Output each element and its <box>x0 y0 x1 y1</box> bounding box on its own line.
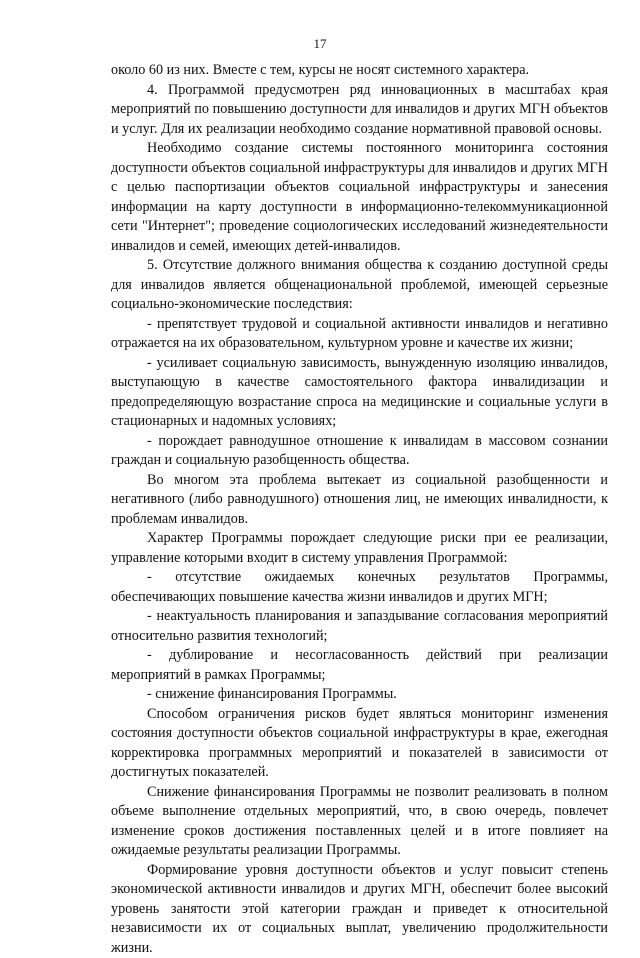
paragraph: 4. Программой предусмотрен ряд инновационных в масштабах края мероприятий по повышению доступности для инвалидов и других МГН объектов и услуг. Для их реализации необходимо создание нормативной правовой основы. <box>111 81 608 140</box>
paragraph: Способом ограничения рисков будет являться мониторинг изменения состояния доступности объектов социальной инфраструктуры в крае, ежегодная корректировка программных мероприятий и показателей в зависимости от достигнутых показателей. <box>111 705 608 783</box>
paragraph: около 60 из них. Вместе с тем, курсы не носят системного характера. <box>111 61 608 81</box>
paragraph: Необходимо создание системы постоянного мониторинга состояния доступности объектов социальной инфраструктуры для инвалидов и других МГН с целью паспортизации объектов социальной инфраструктуры и занесения информации на карту доступности в информационно-телекоммуникационной сети "Интернет"; проведение социологических исследований жизнедеятельности инвалидов и семей, имеющих детей-инвалидов. <box>111 139 608 256</box>
paragraph: Во многом эта проблема вытекает из социальной разобщенности и негативного (либо равнодушного) отношения лиц, не имеющих инвалидности, к проблемам инвалидов. <box>111 471 608 530</box>
paragraph: Формирование уровня доступности объектов и услуг повысит степень экономической активности инвалидов и других МГН, обеспечит более высокий уровень занятости этой категории граждан и приведет к относительной независимости их от социальных выплат, увеличению продолжительности жизни. <box>111 861 608 958</box>
page-number: 17 <box>0 36 640 52</box>
list-item: - препятствует трудовой и социальной активности инвалидов и негативно отражается на их образовательном, культурном уровне и качестве их жизни; <box>111 315 608 354</box>
list-item: - усиливает социальную зависимость, вынужденную изоляцию инвалидов, выступающую в качестве самостоятельного фактора инвалидизации и предопределяющую возрастание спроса на медицинские и социальные услуги в стационарных и надомных условиях; <box>111 354 608 432</box>
list-item: - отсутствие ожидаемых конечных результатов Программы, обеспечивающих повышение качества жизни инвалидов и других МГН; <box>111 568 608 607</box>
paragraph: 5. Отсутствие должного внимания общества к созданию доступной среды для инвалидов является общенациональной проблемой, имеющей серьезные социально-экономические последствия: <box>111 256 608 315</box>
list-item: - дублирование и несогласованность действий при реализации мероприятий в рамках Программы; <box>111 646 608 685</box>
paragraph: Характер Программы порождает следующие риски при ее реализации, управление которыми входит в систему управления Программой: <box>111 529 608 568</box>
paragraph: Снижение финансирования Программы не позволит реализовать в полном объеме выполнение отдельных мероприятий, что, в свою очередь, повлечет изменение сроков достижения поставленных целей и в итоге повлияет на ожидаемые результаты реализации Программы. <box>111 783 608 861</box>
list-item: - порождает равнодушное отношение к инвалидам в массовом сознании граждан и социальную разобщенность общества. <box>111 432 608 471</box>
list-item: - неактуальность планирования и запаздывание согласования мероприятий относительно развития технологий; <box>111 607 608 646</box>
document-body <box>111 61 608 958</box>
list-item: - снижение финансирования Программы. <box>111 685 608 705</box>
